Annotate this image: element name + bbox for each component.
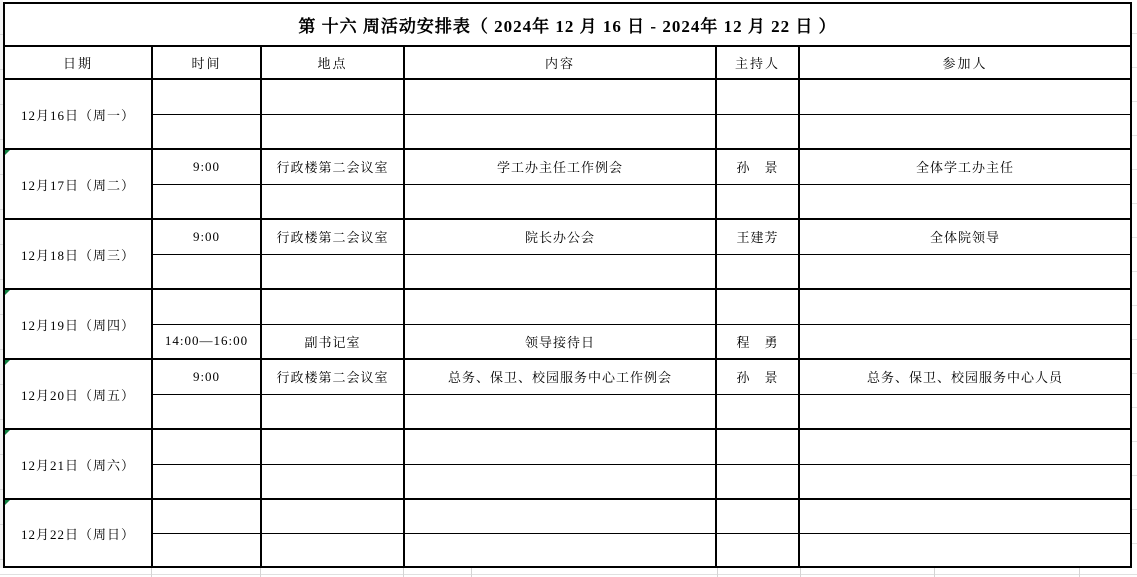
slot-row <box>153 500 1130 534</box>
grid-stub <box>403 568 404 577</box>
error-indicator-icon <box>5 290 10 295</box>
participants-cell[interactable]: 总务、保卫、校园服务中心人员 <box>866 370 1063 386</box>
header-date[interactable]: 日期 <box>5 47 153 78</box>
slot-row <box>153 290 1130 325</box>
slot-row <box>153 395 1130 429</box>
date-label: 12月19日（周四） <box>20 317 135 333</box>
participants-cell[interactable] <box>800 395 1130 429</box>
date-cell[interactable] <box>5 360 153 428</box>
location-cell[interactable] <box>262 430 405 464</box>
content-cell[interactable] <box>405 395 717 429</box>
location-cell[interactable] <box>262 500 405 533</box>
schedule-title: 第 十六 周活动安排表（ 2024年 12 月 16 日 - 2024年 12 月 22 日 ） <box>298 17 837 36</box>
date-cell[interactable] <box>5 220 153 288</box>
participants-cell[interactable] <box>800 115 1130 149</box>
grid-stub <box>260 568 261 577</box>
sheet-right-margin <box>1132 0 1137 577</box>
participants-cell[interactable] <box>800 430 1130 464</box>
date-cell[interactable] <box>5 80 153 148</box>
participants-cell[interactable] <box>800 325 1130 359</box>
host-cell[interactable] <box>717 185 800 219</box>
host-cell[interactable] <box>717 80 800 114</box>
time-cell[interactable] <box>153 185 262 219</box>
day-slots <box>153 500 1130 566</box>
content-cell[interactable]: 院长办公会 <box>405 220 717 254</box>
header-content[interactable]: 内容 <box>405 47 717 78</box>
host-cell[interactable]: 王建芳 <box>717 220 800 254</box>
content-cell[interactable] <box>405 290 717 324</box>
date-cell[interactable] <box>5 430 153 498</box>
time-cell[interactable]: 14:00—16:00 <box>153 325 262 359</box>
day-slots <box>153 150 1130 218</box>
host-cell[interactable] <box>717 465 800 499</box>
content-cell[interactable]: 总务、保卫、校园服务中心工作例会 <box>405 360 717 394</box>
time-cell[interactable] <box>153 115 262 149</box>
time-cell[interactable] <box>153 500 262 533</box>
day-slots <box>153 80 1130 148</box>
date-label: 12月20日（周五） <box>20 387 135 403</box>
table-row <box>5 500 1130 566</box>
table-row <box>5 430 1130 500</box>
error-indicator-icon <box>5 360 10 365</box>
time-cell[interactable]: 9:00 <box>153 220 262 254</box>
location-cell[interactable]: 行政楼第二会议室 <box>262 220 405 254</box>
content-cell[interactable]: 领导接待日 <box>405 325 717 359</box>
time-cell[interactable] <box>153 430 262 464</box>
slot-row <box>153 255 1130 289</box>
date-label: 12月21日（周六） <box>20 457 135 473</box>
time-cell[interactable] <box>153 290 262 324</box>
header-time[interactable]: 时间 <box>153 47 262 78</box>
host-cell[interactable]: 孙 景 <box>717 150 800 184</box>
host-cell[interactable] <box>717 255 800 289</box>
slot-row <box>153 534 1130 567</box>
date-cell[interactable] <box>5 150 153 218</box>
header-host[interactable]: 主持人 <box>717 47 800 78</box>
slot-row <box>153 220 1130 255</box>
slot-row <box>153 150 1130 185</box>
content-cell[interactable] <box>405 465 717 499</box>
schedule-title-cell[interactable] <box>5 4 1130 47</box>
location-cell[interactable] <box>262 465 405 499</box>
host-cell[interactable] <box>717 534 800 567</box>
error-indicator-icon <box>5 430 10 435</box>
location-cell[interactable] <box>262 255 405 289</box>
host-cell[interactable] <box>717 500 800 533</box>
participants-cell[interactable] <box>800 534 1130 567</box>
host-cell[interactable]: 程 勇 <box>717 325 800 359</box>
weekly-schedule-table <box>3 2 1132 568</box>
participants-cell[interactable] <box>800 290 1130 324</box>
time-cell[interactable]: 9:00 <box>153 150 262 184</box>
slot-row <box>153 465 1130 499</box>
time-cell[interactable] <box>153 255 262 289</box>
time-cell[interactable] <box>153 395 262 429</box>
content-cell[interactable] <box>405 534 717 567</box>
slot-row <box>153 430 1130 465</box>
table-row <box>5 220 1130 290</box>
day-slots <box>153 290 1130 358</box>
table-row <box>5 360 1130 430</box>
participants-cell[interactable] <box>800 465 1130 499</box>
host-cell[interactable] <box>717 430 800 464</box>
table-header-row <box>5 47 1130 80</box>
time-cell[interactable] <box>153 80 262 114</box>
host-cell[interactable]: 孙 景 <box>717 360 800 394</box>
date-label: 12月16日（周一） <box>20 107 135 123</box>
slot-row <box>153 360 1130 395</box>
location-cell[interactable] <box>262 80 405 114</box>
content-cell[interactable]: 学工办主任工作例会 <box>405 150 717 184</box>
time-cell[interactable]: 9:00 <box>153 360 262 394</box>
day-slots <box>153 360 1130 428</box>
time-cell[interactable] <box>153 534 262 567</box>
sheet-bottom-margin <box>0 568 1137 577</box>
content-cell[interactable] <box>405 185 717 219</box>
location-cell[interactable] <box>262 534 405 567</box>
grid-stub <box>934 568 935 577</box>
table-row <box>5 80 1130 150</box>
participants-cell[interactable] <box>800 80 1130 114</box>
table-body <box>5 80 1130 566</box>
location-cell[interactable]: 副书记室 <box>262 325 405 359</box>
date-label: 12月17日（周二） <box>20 177 135 193</box>
slot-row <box>153 185 1130 219</box>
location-cell[interactable] <box>262 290 405 324</box>
slot-row <box>153 80 1130 115</box>
content-cell[interactable] <box>405 255 717 289</box>
error-indicator-icon <box>5 500 10 505</box>
participants-cell[interactable]: 全体学工办主任 <box>915 160 1014 176</box>
error-indicator-icon <box>5 150 10 155</box>
table-row <box>5 290 1130 360</box>
header-participants[interactable]: 参加人 <box>942 56 988 71</box>
grid-stub <box>471 568 472 577</box>
grid-stub <box>717 568 718 577</box>
date-cell[interactable] <box>5 290 153 358</box>
gridline <box>0 574 1137 575</box>
host-cell[interactable] <box>717 395 800 429</box>
day-slots <box>153 220 1130 288</box>
date-label: 12月22日（周日） <box>20 526 135 542</box>
slot-row <box>153 115 1130 149</box>
content-cell[interactable] <box>405 115 717 149</box>
date-cell[interactable] <box>5 500 153 566</box>
day-slots <box>153 430 1130 498</box>
location-cell[interactable] <box>262 395 405 429</box>
content-cell[interactable] <box>405 80 717 114</box>
grid-stub <box>800 568 801 577</box>
content-cell[interactable] <box>405 500 717 533</box>
time-cell[interactable] <box>153 465 262 499</box>
location-cell[interactable] <box>262 115 405 149</box>
location-cell[interactable]: 行政楼第二会议室 <box>262 360 405 394</box>
participants-cell[interactable]: 全体院领导 <box>929 230 1000 246</box>
participants-cell[interactable] <box>800 255 1130 289</box>
location-cell[interactable]: 行政楼第二会议室 <box>262 150 405 184</box>
grid-stub <box>151 568 152 577</box>
header-location[interactable]: 地点 <box>262 47 405 78</box>
grid-stub <box>1079 568 1080 577</box>
content-cell[interactable] <box>405 430 717 464</box>
host-cell[interactable] <box>717 115 800 149</box>
host-cell[interactable] <box>717 290 800 324</box>
participants-cell[interactable] <box>800 185 1130 219</box>
participants-cell[interactable] <box>800 500 1130 533</box>
slot-row <box>153 325 1130 359</box>
location-cell[interactable] <box>262 185 405 219</box>
date-label: 12月18日（周三） <box>20 247 135 263</box>
table-row <box>5 150 1130 220</box>
